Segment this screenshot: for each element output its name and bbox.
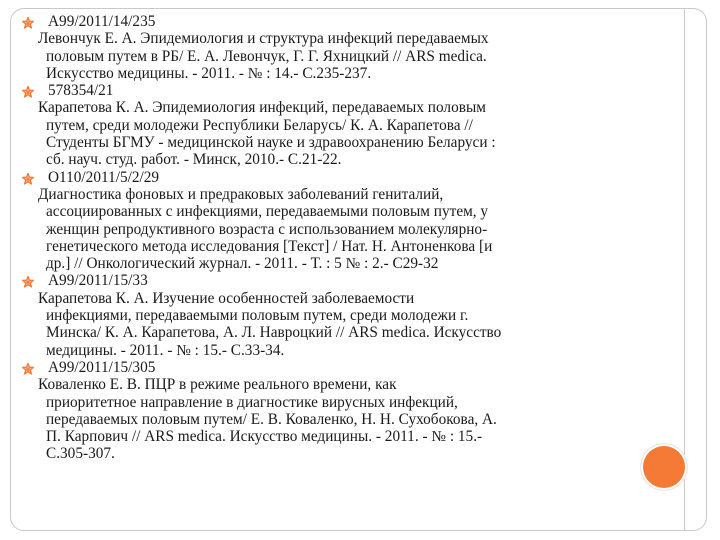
reference-entry [22, 82, 622, 168]
reference-entry [22, 272, 622, 358]
frame-divider [684, 8, 685, 531]
reference-code-text: 578354/21 [48, 82, 114, 100]
reference-citation [22, 99, 622, 168]
citation-line: Карапетова К. А. Эпидемиология инфекций, передаваемых половым [38, 99, 486, 117]
citation-line: П. Карпович // ARS medica. Искусство медицины. - 2011. - № : 15.- [46, 428, 483, 446]
citation-line: путем, среди молодежи Республики Беларусь/ К. А. Карапетова // [46, 116, 473, 134]
citation-line: генетического метода исследования [Текст] / Нат. Н. Антоненкова [и [46, 237, 493, 255]
citation-line: С.305-307. [46, 445, 115, 463]
reference-code [22, 359, 622, 376]
citation-line: Левончук Е. А. Эпидемиология и структура инфекций передаваемых [38, 30, 489, 48]
star-bullet-icon [22, 85, 34, 97]
citation-line: Студенты БГМУ - медицинской науке и здравоохранению Беларуси : [46, 134, 496, 152]
reference-citation [22, 30, 622, 82]
reference-code-text: A99/2011/14/235 [48, 13, 156, 30]
reference-code [22, 272, 622, 289]
citation-line: половым путем в РБ/ Е. А. Левончук, Г. Г. Яхницкий // ARS medica. [46, 47, 487, 65]
reference-citation [22, 186, 622, 272]
citation-line: сб. науч. студ. работ. - Минск, 2010.- С.21-22. [46, 151, 342, 169]
reference-citation [22, 376, 622, 462]
star-bullet-icon [22, 362, 34, 374]
citation-line: Минска/ К. А. Карапетова, А. Л. Навроцкий // ARS medica. Искусство [46, 324, 502, 342]
orange-circle-icon [641, 444, 687, 490]
citation-line: др.] // Онкологический журнал. - 2011. - Т. : 5 № : 2.- С29-32 [46, 255, 439, 273]
reference-code [22, 82, 622, 99]
citation-line: передаваемых половым путем/ Е. В. Коваленко, Н. Н. Сухобокова, А. [46, 410, 497, 428]
citation-line: медицины. - 2011. - № : 15.- С.33-34. [46, 341, 285, 359]
star-bullet-icon [22, 275, 34, 287]
reference-code [22, 169, 622, 186]
reference-entry [22, 13, 622, 82]
reference-code-text: A99/2011/15/305 [48, 358, 156, 376]
citation-line: Карапетова К. А. Изучение особенностей заболеваемости [38, 289, 415, 307]
reference-code [22, 13, 622, 30]
star-bullet-icon [22, 16, 34, 28]
citation-line: инфекциями, передаваемыми половым путем, среди молодежи г. [46, 307, 469, 325]
citation-line: Коваленко Е. В. ПЦР в режиме реального времени, как [38, 376, 397, 394]
star-bullet-icon [22, 172, 34, 184]
citation-line: женщин репродуктивного возраста с использованием молекулярно- [46, 220, 488, 238]
reference-citation [22, 290, 622, 359]
reference-code-text: О110/2011/5/2/29 [48, 168, 160, 186]
citation-line: Диагностика фоновых и предраковых заболеваний гениталий, [38, 185, 444, 203]
citation-line: ассоциированных с инфекциями, передаваемыми половым путем, у [46, 203, 489, 221]
reference-entry [22, 169, 622, 273]
reference-code-text: A99/2011/15/33 [48, 272, 148, 290]
reference-entry [22, 359, 622, 463]
citation-line: Искусство медицины. - 2011. - № : 14.- С.235-237. [46, 64, 372, 82]
reference-list [22, 13, 622, 463]
citation-line: приоритетное направление в диагностике вирусных инфекций, [46, 393, 458, 411]
